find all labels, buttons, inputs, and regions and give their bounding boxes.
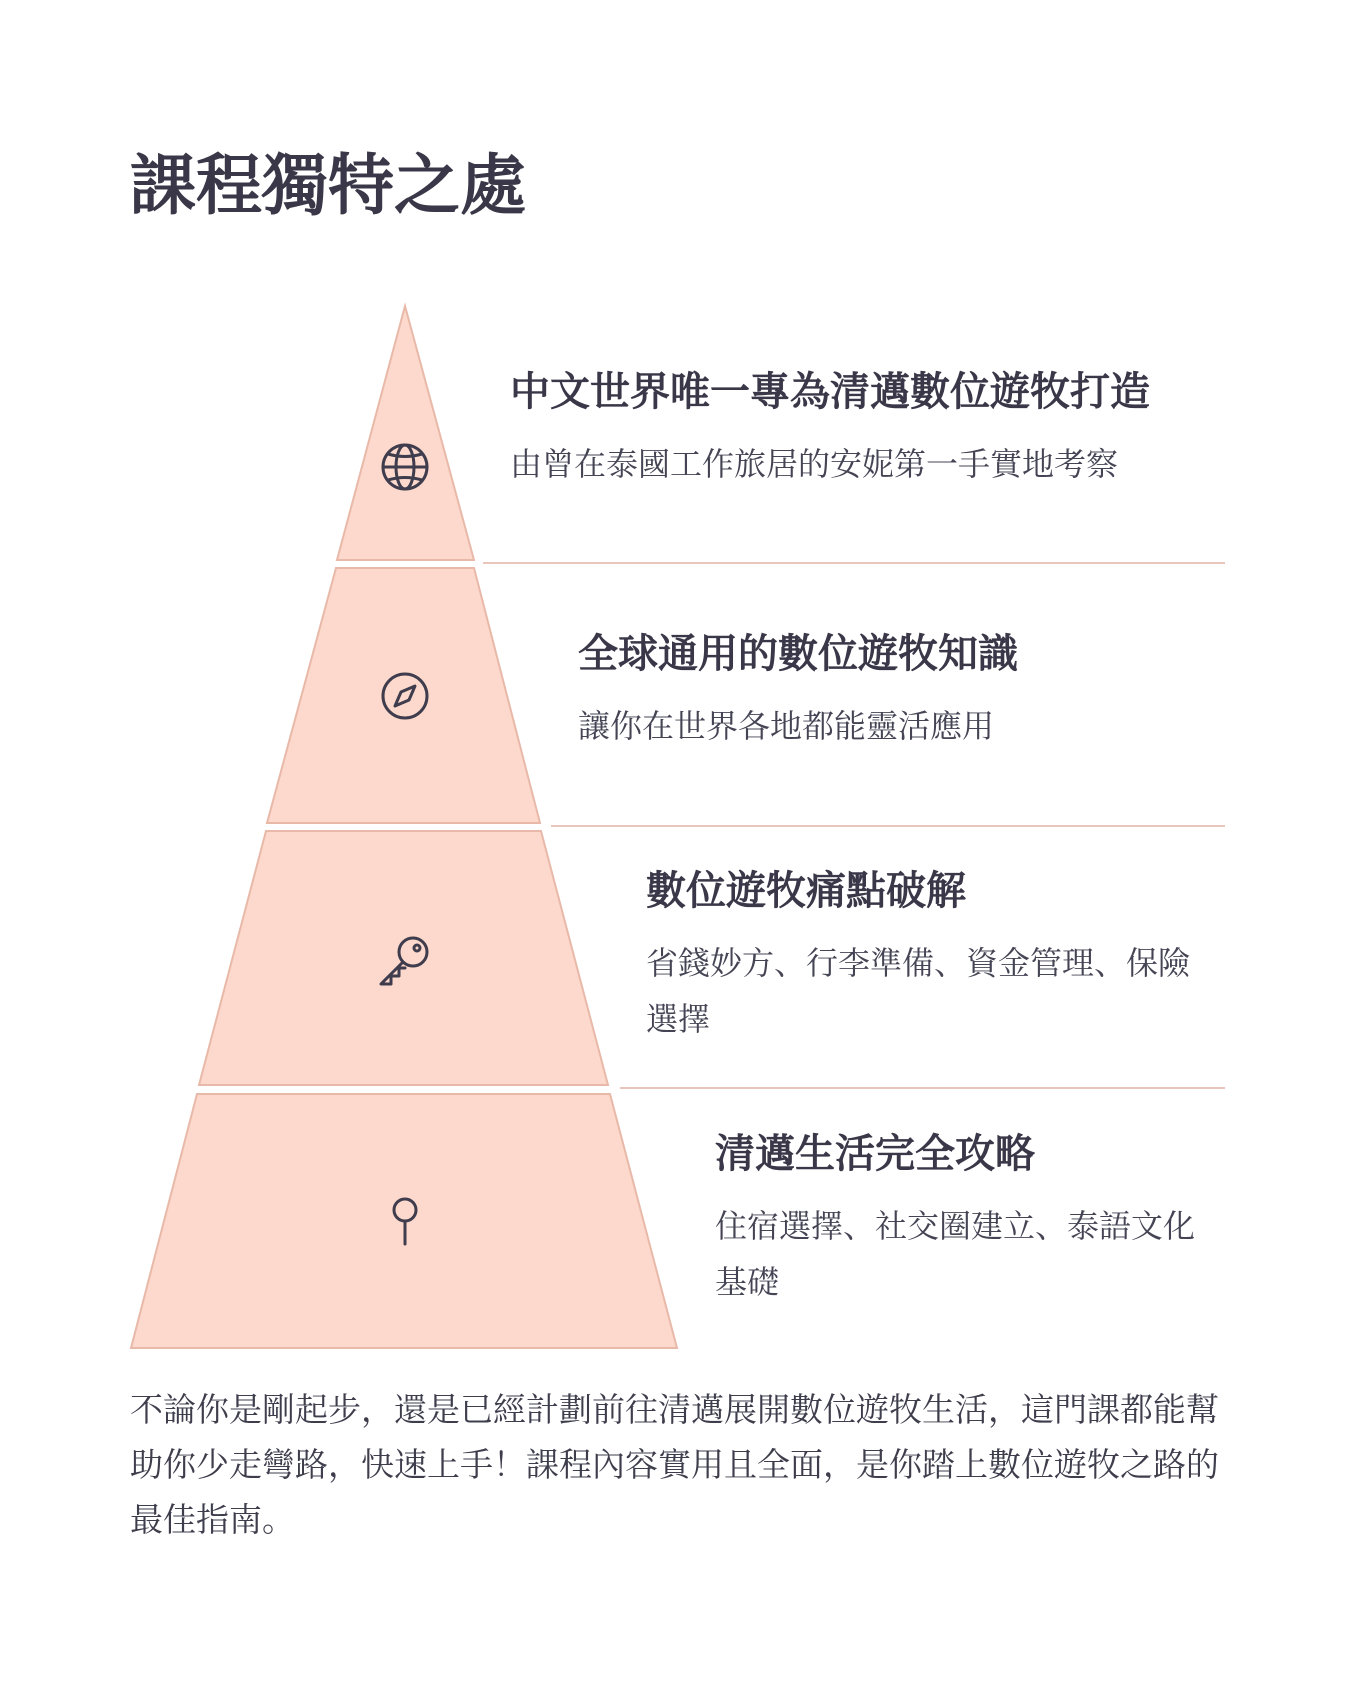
tier-2-title: 全球通用的數位遊牧知識 [578, 631, 1018, 677]
pyramid-tier-2 [267, 568, 540, 823]
pyramid-tier-1 [337, 306, 474, 560]
tier-1-title: 中文世界唯一專為清邁數位遊牧打造 [510, 369, 1150, 415]
summary-paragraph: 不論你是剛起步，還是已經計劃前往清邁展開數位遊牧生活，這門課都能幫助你少走彎路，快速上手！課程內容實用且全面，是你踏上數位遊牧之路的最佳指南。 [130, 1390, 1219, 1539]
tier-4-description: 住宿選擇、社交圈建立、泰語文化基礎 [715, 1207, 1196, 1301]
tier-1-text [510, 368, 1250, 492]
tier-4-text [715, 1130, 1210, 1310]
page-title: 課程獨特之處 [130, 147, 526, 224]
tier-2-text [578, 630, 1198, 754]
tier-3-title: 數位遊牧痛點破解 [646, 868, 966, 914]
tier-1-description: 由曾在泰國工作旅居的安妮第一手實地考察 [510, 445, 1119, 483]
tier-2-description: 讓你在世界各地都能靈活應用 [578, 707, 995, 745]
tier-4-title: 清邁生活完全攻略 [715, 1131, 1035, 1177]
pyramid-tier-3 [199, 831, 608, 1085]
tier-3-description: 省錢妙方、行李準備、資金管理、保險選擇 [646, 944, 1191, 1038]
tier-3-text [646, 867, 1206, 1047]
